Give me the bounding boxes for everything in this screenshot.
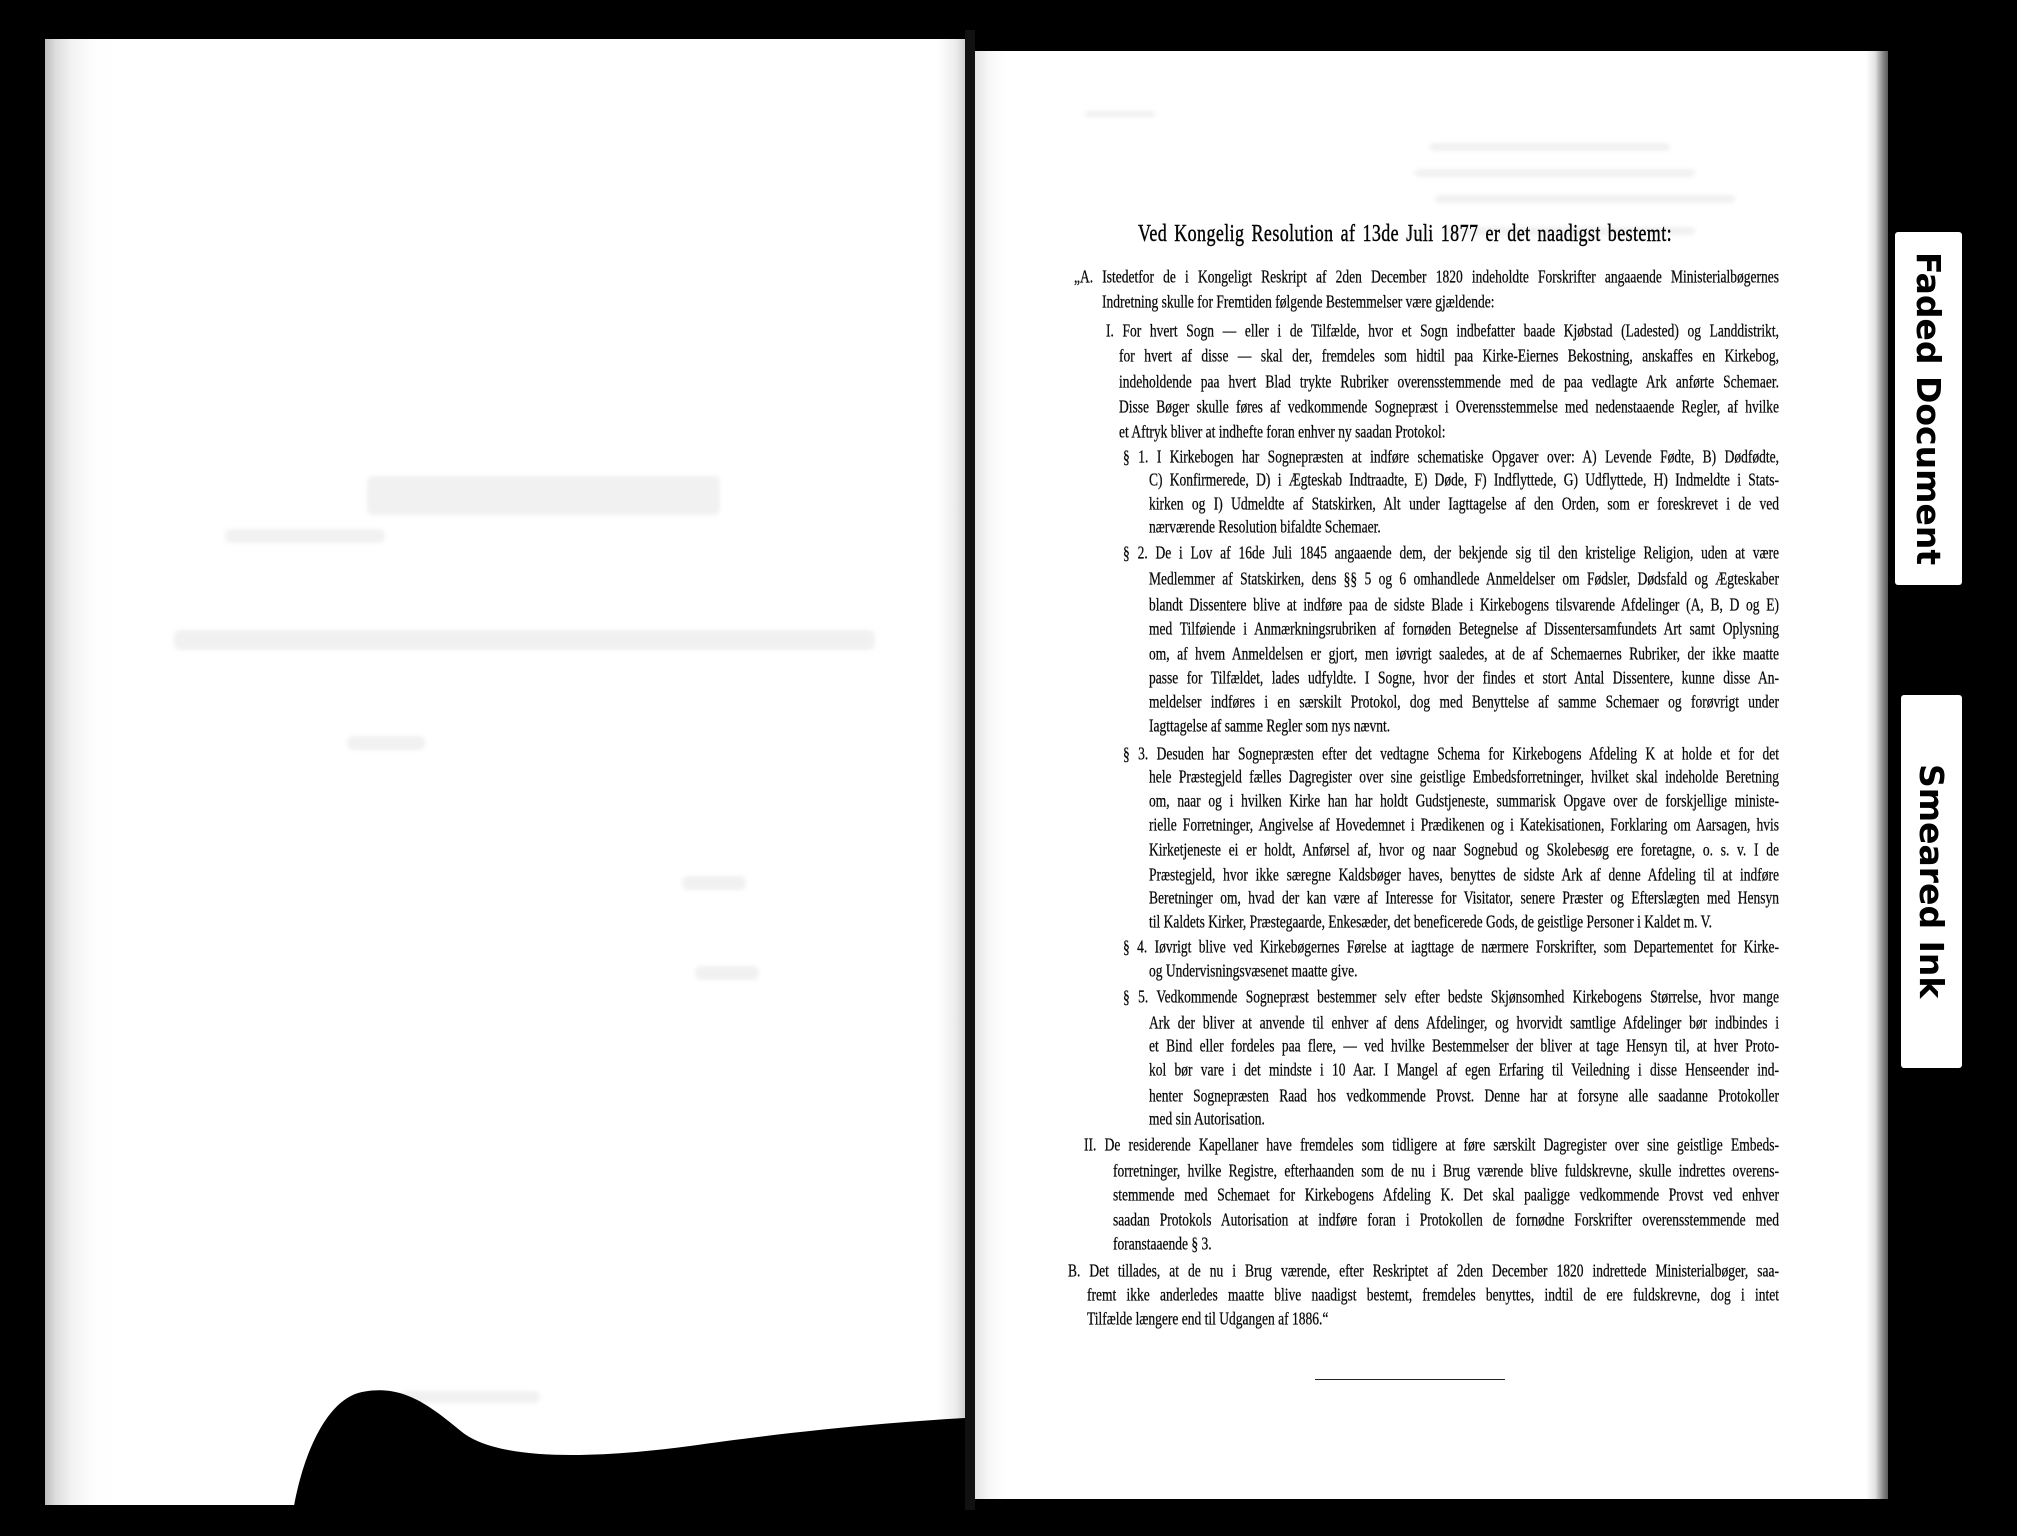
- text-line: § 2. De i Lov af 16de Juli 1845 angaaende dem, der bekjende sig til den kristelige Religion, uden at være: [1123, 542, 1779, 563]
- bleed-through-smudge: [225, 529, 385, 543]
- text-line: B. Det tillades, at de nu i Brug værende, efter Reskriptet af 2den December 1820 indrettede Ministerialbøger, saa-: [1068, 1260, 1779, 1281]
- text-line: meldelser indføres i en særskilt Protokol, dog med Benyttelse af samme Schemaer og forøvrigt under: [1149, 691, 1779, 712]
- text-line: et Bind eller fordeles paa flere, — ved hvilke Bestemmelser der bliver at tage Hensyn til, at hver Proto-: [1149, 1035, 1779, 1056]
- text-line: Disse Bøger skulle føres af vedkommende Sognepræst i Overensstemmelse med nedenstaaende Regler, af hvilke: [1119, 396, 1779, 417]
- bleed-through-smudge: [347, 736, 425, 750]
- smeared-ink-label: [1901, 695, 1962, 1068]
- text-line: for hvert af disse — skal der, fremdeles som hidtil paa Kirke-Eiernes Bekostning, anskaffes en Kirkebog,: [1119, 345, 1779, 366]
- text-line: Iagttagelse af samme Regler som nys nævnt.: [1149, 715, 1391, 736]
- bleed-through-smudge: [695, 966, 759, 980]
- bleed-through-smudge: [1435, 195, 1735, 203]
- bleed-through-smudge: [367, 476, 720, 515]
- text-line: passe for Tilfældet, lades udfyldte. I Sogne, hvor der findes et stort Antal Dissentere, kunne disse An-: [1149, 667, 1779, 688]
- text-line: med Tilføiende i Anmærkningsrubriken af fornøden Betegnelse af Dissentersamfundets Art samt Oplysning: [1149, 618, 1779, 639]
- text-line: Tilfælde længere end til Udgangen af 1886.“: [1087, 1308, 1329, 1329]
- bleed-through-smudge: [682, 876, 746, 890]
- bleed-through-smudge: [174, 630, 875, 650]
- text-line: til Kaldets Kirker, Præstegaarde, Enkesæder, det beneficerede Gods, de geistlige Personer i Kaldet m. V.: [1149, 911, 1713, 932]
- text-line: Medlemmer af Statskirken, dens §§ 5 og 6 omhandlede Anmeldelser om Fødsler, Dødsfald og Ægteskaber: [1149, 568, 1779, 589]
- left-page: [45, 39, 965, 1505]
- text-line: hele Præstegjeld fælles Dagregister over sine geistlige Embedsforretninger, hvilket skal indeholde Beretning: [1149, 766, 1779, 787]
- text-line: C) Konfirmerede, D) i Ægteskab Indtraadte, E) Døde, F) Indflyttede, G) Udflyttede, H) Indmeldte i Stats-: [1149, 469, 1779, 490]
- text-line: I. For hvert Sogn — eller i de Tilfælde, hvor et Sogn indbefatter baade Kjøbstad (Ladested) og Landdistrikt,: [1106, 320, 1779, 341]
- text-line: nærværende Resolution bifaldte Schemaer.: [1149, 516, 1381, 537]
- text-line: og Undervisningsvæsenet maatte give.: [1149, 960, 1358, 981]
- text-line: Præstegjeld, hvor ikke særegne Kaldsbøger haves, benyttes de sidste Ark af denne Afdeling til at indføre: [1149, 864, 1779, 885]
- right-page: [975, 51, 1888, 1499]
- bleed-through-smudge: [1430, 143, 1670, 151]
- bleed-through-smudge: [1085, 111, 1155, 117]
- bleed-through-smudge: [399, 1391, 540, 1403]
- text-line: Indretning skulle for Fremtiden følgende Bestemmelser være gjældende:: [1102, 291, 1495, 312]
- text-line: med sin Autorisation.: [1149, 1108, 1265, 1129]
- text-line: § 1. I Kirkebogen har Sognepræsten at indføre schematiske Opgaver over: A) Levende Fødte, B) Dødfødte,: [1123, 446, 1779, 467]
- text-line: stemmende med Schemaet for Kirkebogens Afdeling K. Det skal paaligge vedkommende Provst ved enhver: [1113, 1184, 1779, 1205]
- text-line: kirken og I) Udmeldte af Statskirken, Alt under Iagttagelse af den Orden, som er foreskrevet i de ved: [1149, 493, 1779, 514]
- text-line: et Aftryk bliver at indhefte foran enhver ny saadan Protokol:: [1119, 421, 1446, 442]
- text-line: foranstaaende § 3.: [1113, 1233, 1212, 1254]
- faded-document-label: [1895, 232, 1962, 585]
- bleed-through-smudge: [1415, 169, 1695, 177]
- text-line: kol bør vare i det mindste i 10 Aar. I Mangel af egen Erfaring til Veiledning i disse Henseender ind-: [1149, 1059, 1779, 1080]
- text-line: forretninger, hvilke Registre, efterhaanden som de nu i Brug værende blive fuldskrevne, skulle indrettes overens-: [1113, 1160, 1779, 1181]
- faded-document-label-text: Faded Document: [1909, 251, 1948, 566]
- text-line: „A. Istedetfor de i Kongeligt Reskript af 2den December 1820 indeholdte Forskrifter angaaende Ministerialbøgernes: [1074, 266, 1779, 287]
- text-line: henter Sognepræsten Raad hos vedkommende Provst. Denne har at forsyne alle saadanne Protokoller: [1149, 1085, 1779, 1106]
- smeared-ink-label-text: Smeared Ink: [1912, 764, 1951, 999]
- resolution-heading: Ved Kongelig Resolution af 13de Juli 1877 er det naadigst bestemt:: [1138, 219, 1672, 247]
- text-line: II. De residerende Kapellaner have fremdeles som tidligere at føre særskilt Dagregister over sine geistlige Embeds-: [1084, 1134, 1779, 1155]
- text-line: om, af hvem Anmeldelsen er gjort, men iøvrigt saaledes, at de af Schemaernes Rubriker, der ikke maatte: [1149, 643, 1779, 664]
- text-line: § 3. Desuden har Sognepræsten efter det vedtagne Schema for Kirkebogens Afdeling K at holde et for det: [1123, 743, 1779, 764]
- text-line: fremt ikke anderledes maatte blive naadigst bestemt, fremdeles benyttes, indtil de ere fuldskrevne, dog i intet: [1087, 1284, 1779, 1305]
- text-line: Kirketjeneste ei er holdt, Anførsel af, hvor og naar Sognebud og Skolebesøg ere foretagne, o. s. v. I de: [1149, 839, 1779, 860]
- text-line: blandt Dissentere blive at indføre paa de sidste Blade i Kirkebogens tilsvarende Afdelinger (A, B, D og E): [1149, 594, 1779, 615]
- text-line: om, naar og i hvilken Kirke han har holdt Gudstjeneste, summarisk Opgave over de forskjellige ministe-: [1149, 790, 1779, 811]
- text-line: saadan Protokols Autorisation at indføre foran i Protokollen de fornødne Forskrifter overensstemmende med: [1113, 1209, 1779, 1230]
- text-line: § 4. Iøvrigt blive ved Kirkebøgernes Førelse at iagttage de nærmere Forskrifter, som Departementet for Kirke-: [1123, 936, 1779, 957]
- book-spine: [965, 30, 975, 1510]
- closing-rule: [1315, 1379, 1505, 1380]
- text-line: indeholdende paa hvert Blad trykte Rubriker overensstemmende med de paa vedlagte Ark anførte Schemaer.: [1119, 371, 1779, 392]
- text-line: Beretninger om, hvad der kan være af Interesse for Visitator, senere Præster og Efterslægten med Hensyn: [1149, 887, 1779, 908]
- text-line: rielle Forretninger, Angivelse af Hovedemnet i Prædikenen og i Katekisationen, Forklaring om Aarsagen, hvis: [1149, 814, 1779, 835]
- text-line: Ark der bliver at anvende til enhver af dens Afdelinger, og hvorvidt samtlige Afdelinger bør indbindes i: [1149, 1012, 1779, 1033]
- text-line: § 5. Vedkommende Sognepræst bestemmer selv efter bedste Skjønsomhed Kirkebogens Størrelse, hvor mange: [1123, 986, 1779, 1007]
